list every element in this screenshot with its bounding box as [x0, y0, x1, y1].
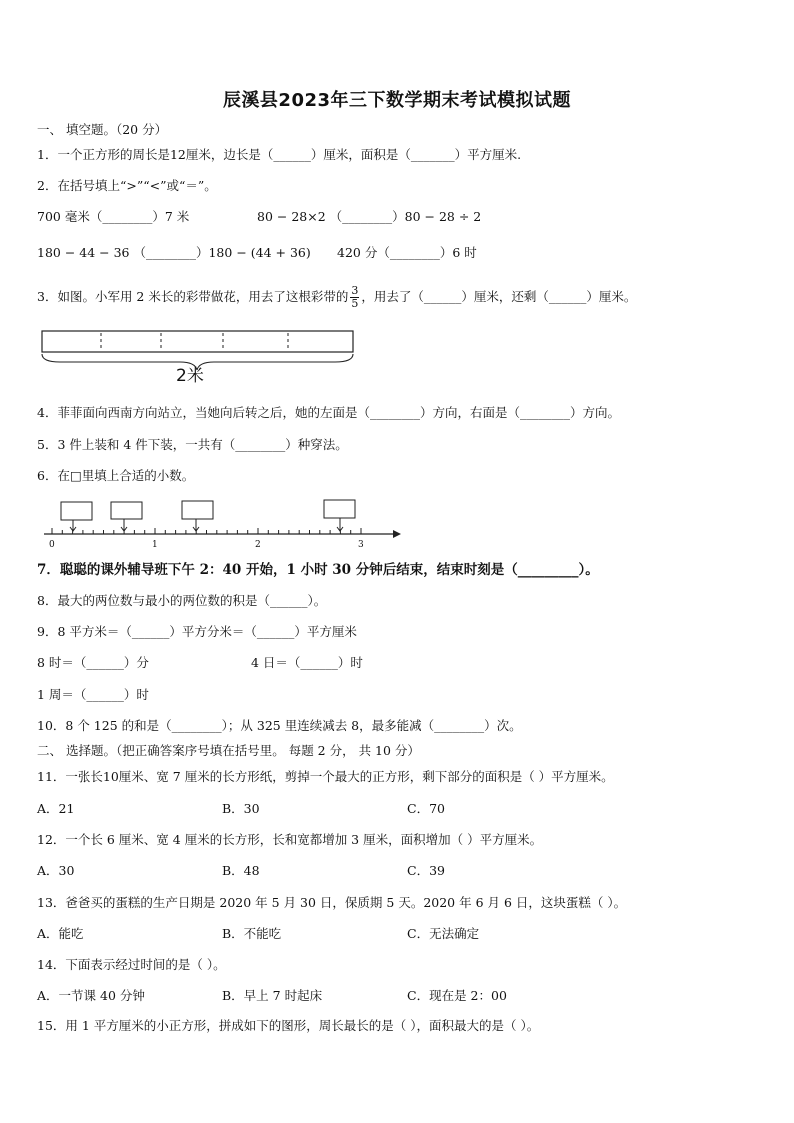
question-13-option-c[interactable]: C．无法确定 — [407, 926, 480, 941]
question-12-option-a[interactable]: A．30 — [37, 863, 75, 878]
question-9-line-3: 4 日＝（______）时 — [251, 655, 363, 670]
number-line-label-2: 2 — [255, 540, 261, 550]
number-line-arrow-icon — [393, 530, 401, 538]
number-line-answer-box-3[interactable] — [182, 501, 213, 531]
number-line-answer-box-1[interactable] — [61, 502, 92, 531]
section-1-heading: 一、 填空题。（20 分） — [37, 122, 168, 137]
ribbon-length-label: 2米 — [176, 366, 204, 386]
question-9-line-1: 9．8 平方米＝（______）平方分米＝（______）平方厘米 — [37, 624, 357, 639]
number-line-label-0: 0 — [49, 540, 55, 550]
section-2-heading: 二、 选择题。（把正确答案序号填在括号里。 每题 2 分， 共 10 分） — [37, 743, 420, 758]
question-9-line-4: 1 周＝（______）时 — [37, 687, 149, 702]
question-12-option-b[interactable]: B．48 — [222, 863, 260, 878]
question-12-option-c[interactable]: C．39 — [407, 863, 445, 878]
question-8: 8．最大的两位数与最小的两位数的积是（______）。 — [37, 593, 327, 608]
number-line-ticks — [52, 528, 361, 534]
question-1: 1．一个正方形的周长是12厘米，边长是（______）厘米，面积是（_______）平方厘米. — [37, 147, 522, 162]
question-10: 10．8 个 125 的和是（________）；从 325 里连续减去 8，最多能减（________）次。 — [37, 718, 522, 733]
question-2-item-1: 700 毫米（________）7 米 — [37, 209, 190, 224]
number-line-answer-box-2[interactable] — [111, 502, 142, 531]
question-6: 6．在□里填上合适的小数。 — [37, 468, 195, 483]
number-line-label-1: 1 — [152, 540, 158, 550]
question-3-text-pre: 3．如图。小军用 2 米长的彩带做花，用去了这根彩带的 — [37, 289, 349, 304]
question-4: 4．菲菲面向西南方向站立，当她向后转之后，她的左面是（________）方向，右面是（________）方向。 — [37, 405, 620, 420]
question-14-option-c[interactable]: C．现在是 2：00 — [407, 988, 507, 1003]
question-2-item-3: 180 − 44 − 36 （________）180 − (44 + 36) — [37, 245, 311, 260]
question-13-option-a[interactable]: A．能吃 — [37, 926, 84, 941]
question-2: 2．在括号填上“>”“<”或“＝”。 — [37, 178, 217, 193]
question-11: 11．一张长10厘米、宽 7 厘米的长方形纸，剪掉一个最大的正方形，剩下部分的面积是（ ）平方厘米。 — [37, 769, 614, 784]
question-14: 14．下面表示经过时间的是（ ）。 — [37, 957, 226, 972]
fraction-numerator: 3 — [351, 284, 359, 297]
question-13: 13．爸爸买的蛋糕的生产日期是 2020 年 5 月 30 日，保质期 5 天。2020 年 6 月 6 日，这块蛋糕（ ）。 — [37, 895, 627, 910]
question-14-option-b[interactable]: B．早上 7 时起床 — [222, 988, 323, 1003]
question-7: 7．聪聪的课外辅导班下午 2：40 开始，1 小时 30 分钟后结束，结束时刻是（_________）。 — [37, 562, 599, 578]
question-9-line-2: 8 时＝（______）分 — [37, 655, 149, 670]
question-5: 5．3 件上装和 4 件下装，一共有（________）种穿法。 — [37, 437, 348, 452]
number-line-label-3: 3 — [358, 540, 364, 550]
question-11-option-a[interactable]: A．21 — [37, 801, 75, 816]
question-2-item-4: 420 分（________）6 时 — [337, 245, 477, 260]
question-13-option-b[interactable]: B．不能吃 — [222, 926, 282, 941]
question-11-option-c[interactable]: C．70 — [407, 801, 445, 816]
fraction-denominator: 5 — [351, 297, 359, 310]
question-12: 12．一个长 6 厘米、宽 4 厘米的长方形，长和宽都增加 3 厘米，面积增加（ ）平方厘米。 — [37, 832, 543, 847]
number-line-figure — [0, 0, 794, 560]
question-14-option-a[interactable]: A．一节课 40 分钟 — [37, 988, 145, 1003]
exam-title: 辰溪县2023年三下数学期末考试模拟试题 — [222, 90, 572, 111]
question-3-text-post: ，用去了（______）厘米，还剩（______）厘米。 — [361, 289, 637, 304]
question-11-option-b[interactable]: B．30 — [222, 801, 260, 816]
question-15: 15．用 1 平方厘米的小正方形，拼成如下的图形，周长最长的是（ ），面积最大的是（ ）。 — [37, 1018, 540, 1033]
number-line-answer-box-4[interactable] — [324, 500, 355, 531]
question-2-item-2: 80 − 28×2 （________）80 − 28 ÷ 2 — [257, 209, 482, 224]
